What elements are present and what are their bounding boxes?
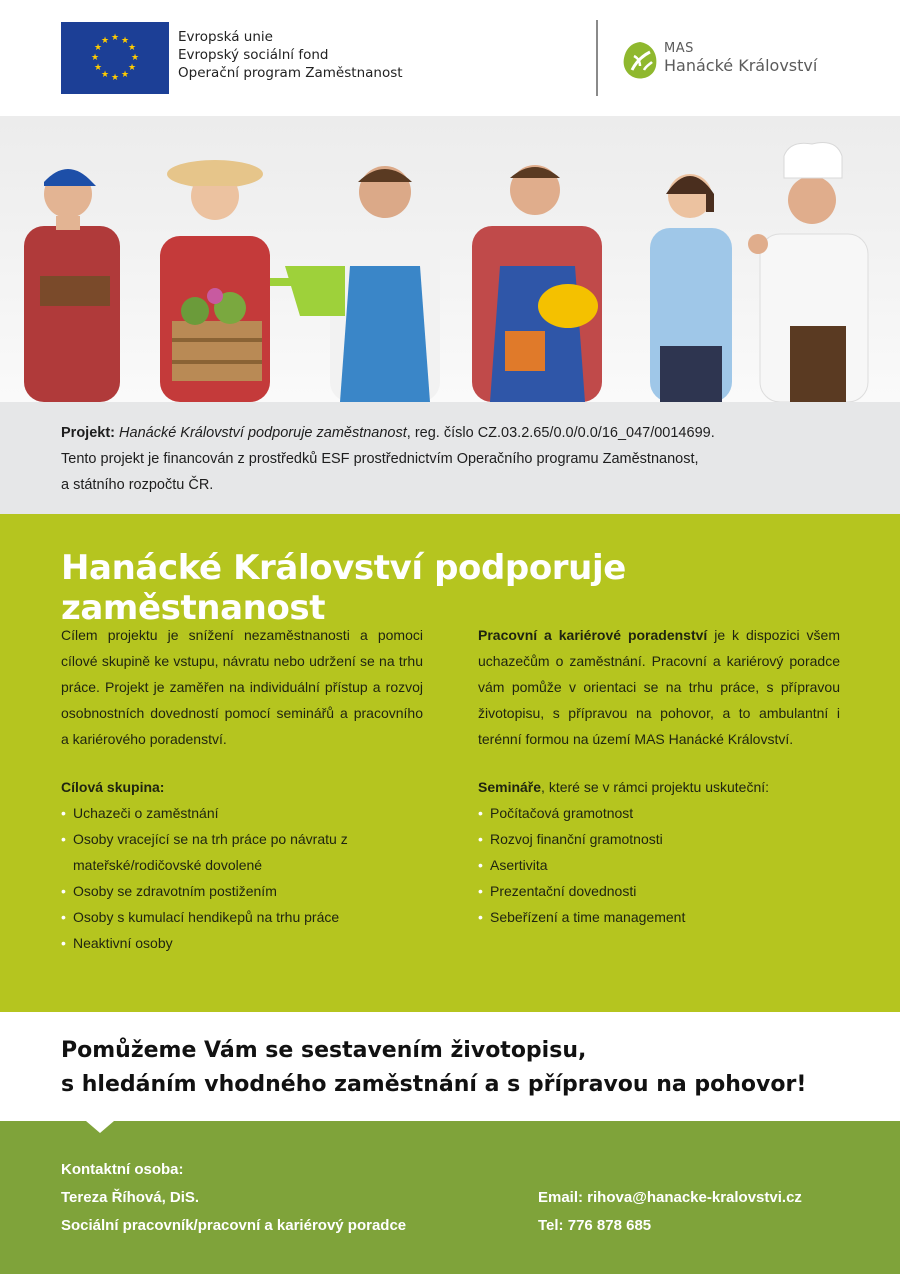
target-group-heading: Cílová skupina:: [61, 779, 165, 795]
header: [0, 0, 900, 116]
person-apron-illustration: [270, 166, 440, 402]
contact-heading: Kontaktní osoba:: [61, 1161, 184, 1178]
contact-person-block: [61, 1156, 406, 1240]
list-item: • Rozvoj finanční gramotnosti: [478, 826, 840, 852]
contact-phone: Tel: 776 878 685: [538, 1217, 652, 1234]
list-item: • Osoby vracející se na trh práce po návratu z mateřské/rodičovské dovolené: [61, 826, 423, 878]
eu-line-2: Evropský sociální fond: [178, 47, 329, 63]
project-label: Projekt:: [61, 425, 115, 441]
person-gardener-illustration: [160, 160, 270, 402]
svg-text:★: ★: [110, 73, 120, 83]
slogan-line-1: Pomůžeme Vám se sestavením životopisu,: [61, 1038, 587, 1063]
right-column: [478, 622, 840, 930]
project-info-text: [61, 420, 861, 498]
person-builder-illustration: [24, 169, 120, 402]
contact-role: Sociální pracovník/pracovní a kariérový poradce: [61, 1217, 407, 1234]
contact-footer: [0, 1121, 900, 1274]
svg-text:★: ★: [110, 33, 120, 43]
svg-text:★: ★: [127, 63, 137, 73]
svg-text:★: ★: [93, 63, 103, 73]
person-office-illustration: [650, 174, 732, 402]
svg-text:★: ★: [120, 36, 130, 46]
eu-line-3: Operační program Zaměstnanost: [178, 65, 403, 81]
contact-name: Tereza Říhová, DiS.: [61, 1189, 200, 1206]
main-title: Hanácké Království podporuje zaměstnanost: [61, 548, 626, 628]
project-funding-line: Tento projekt je financován z prostředků ESF prostřednictvím Operačního programu Zaměstnanost,: [61, 451, 699, 467]
counseling-paragraph: [478, 622, 840, 752]
svg-text:★: ★: [90, 53, 100, 63]
workers-photo: [0, 116, 900, 402]
target-group-list: [61, 800, 423, 956]
list-item: • Sebeřízení a time management: [478, 904, 840, 930]
svg-text:★: ★: [127, 43, 137, 53]
counseling-bold: Pracovní a kariérové poradenství: [478, 627, 708, 643]
list-item: • Osoby se zdravotním postižením: [61, 878, 423, 904]
mas-small-label: MAS: [664, 41, 694, 56]
slogan: [61, 1034, 806, 1102]
list-item: • Počítačová gramotnost: [478, 800, 840, 826]
person-overalls-illustration: [472, 165, 602, 402]
contact-email: Email: rihova@hanacke-kralovstvi.cz: [538, 1189, 802, 1206]
intro-paragraph: Cílem projektu je snížení nezaměstnanosti a pomoci cílové skupině ke vstupu, návratu nebo udržení se na trhu práce. Projekt je zaměřen na individuální přístup a rozvoj osobnostních dovedností pomocí seminářů a pracovního a kariérového poradenství.: [61, 627, 423, 747]
eu-program-text: [178, 28, 403, 82]
list-item: • Neaktivní osoby: [61, 930, 423, 956]
seminars-heading: [478, 774, 840, 800]
svg-text:★: ★: [100, 36, 110, 46]
seminars-bold: Semináře: [478, 779, 542, 795]
svg-text:★: ★: [130, 53, 140, 63]
project-reg-number: , reg. číslo CZ.03.2.65/0.0/0.0/16_047/0014699.: [406, 425, 715, 441]
seminars-text: , které se v rámci projektu uskuteční:: [541, 779, 770, 795]
mas-logo-text: [664, 42, 817, 76]
slogan-line-2: s hledáním vhodného zaměstnání a s přípravou na pohovor!: [61, 1072, 807, 1097]
list-item: • Asertivita: [478, 852, 840, 878]
list-item: • Uchazeči o zaměstnání: [61, 800, 423, 826]
project-info-bar: [0, 402, 900, 514]
main-section: [0, 514, 900, 1012]
project-name: Hanácké Království podporuje zaměstnanost: [119, 425, 407, 441]
header-divider: [596, 20, 598, 96]
list-item: • Osoby s kumulací hendikepů na trhu práce: [61, 904, 423, 930]
project-budget-line: a státního rozpočtu ČR.: [61, 477, 214, 493]
list-item: • Prezentační dovednosti: [478, 878, 840, 904]
counseling-text: je k dispozici všem uchazečům o zaměstnání. Pracovní a kariérový poradce vám pomůže v orientaci se na trhu práce, s přípravou životopisu, s přípravou na pohovor, a to ambulantní i terénní formou na území MAS Hanácké Království.: [478, 627, 840, 747]
eu-flag-logo: [61, 22, 169, 94]
mas-leaf-icon: [620, 40, 660, 82]
footer-notch-shape: [86, 1121, 114, 1133]
svg-text:★: ★: [100, 70, 110, 80]
mas-name: Hanácké Království: [664, 56, 818, 75]
eu-line-1: Evropská unie: [178, 29, 273, 45]
svg-text:★: ★: [120, 70, 130, 80]
svg-text:★: ★: [93, 43, 103, 53]
seminars-list: [478, 800, 840, 930]
left-column: [61, 622, 423, 956]
person-chef-illustration: [748, 143, 868, 403]
contact-details-block: [538, 1184, 802, 1240]
